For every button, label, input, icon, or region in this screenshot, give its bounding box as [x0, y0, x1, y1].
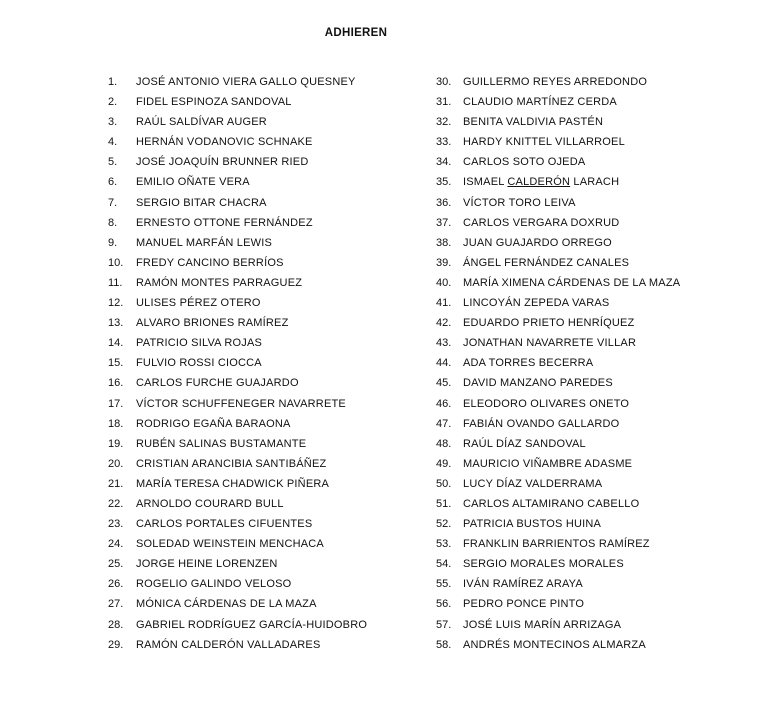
signatory-row	[108, 112, 428, 132]
signatory-number: 29.	[108, 638, 124, 651]
signatory-row	[108, 574, 428, 594]
signatory-row	[436, 534, 766, 554]
signatory-number: 1.	[108, 76, 118, 88]
signatory-name: FABIÁN OVANDO GALLARDO	[463, 417, 620, 430]
signatory-number: 32.	[436, 116, 452, 129]
signatory-number: 33.	[436, 136, 452, 149]
signatory-number: 13.	[108, 317, 124, 330]
signatory-name: CARLOS ALTAMIRANO CABELLO	[463, 497, 640, 510]
signatory-row	[436, 333, 766, 353]
signatory-name: ERNESTO OTTONE FERNÁNDEZ	[136, 216, 313, 229]
signatory-row	[108, 72, 428, 92]
signatory-row	[436, 253, 766, 273]
signatory-name: FIDEL ESPINOZA SANDOVAL	[136, 96, 292, 109]
signatory-number: 17.	[108, 397, 124, 410]
signatory-name: GUILLERMO REYES ARREDONDO	[463, 76, 648, 88]
signatory-row	[436, 373, 766, 393]
signatory-row	[108, 373, 428, 393]
signatory-number: 16.	[108, 377, 124, 390]
signatory-number: 53.	[436, 538, 452, 551]
signatory-number: 43.	[436, 337, 452, 350]
signatory-name: CRISTIAN ARANCIBIA SANTIBÁÑEZ	[136, 457, 327, 470]
signatory-number: 9.	[108, 236, 118, 249]
signatories-list-right	[436, 72, 766, 655]
signatory-number: 30.	[436, 76, 452, 88]
signatory-row	[108, 92, 428, 112]
signatory-row	[436, 213, 766, 233]
signatory-name: ADA TORRES BECERRA	[463, 357, 594, 370]
signatory-number: 47.	[436, 417, 452, 430]
signatory-number: 8.	[108, 216, 118, 229]
signatory-name: JOSÉ LUIS MARÍN ARRIZAGA	[463, 618, 622, 631]
signatory-row	[436, 394, 766, 414]
signatory-name: ISMAEL CALDERÓN LARACH	[463, 176, 620, 189]
signatory-row	[108, 132, 428, 152]
signatory-number: 7.	[108, 196, 118, 209]
signatory-name: CARLOS FURCHE GUAJARDO	[136, 377, 299, 390]
signatory-name: GABRIEL RODRÍGUEZ GARCÍA-HUIDOBRO	[136, 618, 368, 631]
signatory-name: PEDRO PONCE PINTO	[463, 598, 585, 611]
signatory-name: HERNÁN VODANOVIC SCHNAKE	[136, 136, 313, 149]
signatory-name: BENITA VALDIVIA PASTÉN	[463, 116, 604, 129]
signatory-row	[108, 193, 428, 213]
signatory-name: EMILIO OÑATE VERA	[136, 176, 250, 189]
signatory-row	[436, 152, 766, 172]
signatory-name: CARLOS SOTO OJEDA	[463, 156, 586, 169]
signatory-name: ANDRÉS MONTECINOS ALMARZA	[463, 638, 646, 651]
signatory-name: RODRIGO EGAÑA BARAONA	[136, 417, 291, 430]
signatory-name: MÓNICA CÁRDENAS DE LA MAZA	[136, 598, 317, 611]
signatory-row	[108, 333, 428, 353]
signatory-number: 42.	[436, 317, 452, 330]
signatory-number: 28.	[108, 618, 124, 631]
signatory-number: 31.	[436, 96, 452, 109]
signatory-number: 19.	[108, 437, 124, 450]
signatory-row	[436, 233, 766, 253]
signatory-row	[436, 615, 766, 635]
signatory-number: 39.	[436, 256, 452, 269]
signatory-name: FRANKLIN BARRIENTOS RAMÍREZ	[463, 538, 650, 551]
signatory-name: VÍCTOR SCHUFFENEGER NAVARRETE	[136, 397, 346, 410]
signatory-name: RAÚL DÍAZ SANDOVAL	[463, 437, 586, 450]
signatory-row	[108, 554, 428, 574]
signatory-name: VÍCTOR TORO LEIVA	[463, 196, 576, 209]
signatory-row	[436, 132, 766, 152]
signatories-list-left	[108, 72, 428, 655]
signatory-row	[436, 494, 766, 514]
signatory-row	[436, 514, 766, 534]
signatory-name: SERGIO MORALES MORALES	[463, 558, 624, 571]
signatory-name: SOLEDAD WEINSTEIN MENCHACA	[136, 538, 324, 551]
signatory-number: 24.	[108, 538, 124, 551]
signatory-number: 12.	[108, 297, 124, 310]
signatory-number: 3.	[108, 116, 118, 129]
signatory-number: 15.	[108, 357, 124, 370]
signatory-name: CARLOS VERGARA DOXRUD	[463, 216, 620, 229]
signatory-name: ÁNGEL FERNÁNDEZ CANALES	[463, 256, 630, 269]
signatory-number: 36.	[436, 196, 452, 209]
signatory-row	[436, 414, 766, 434]
signatory-name: LINCOYÁN ZEPEDA VARAS	[463, 297, 610, 310]
signatory-number: 4.	[108, 136, 118, 149]
signatory-number: 37.	[436, 216, 452, 229]
signatory-row	[108, 635, 428, 655]
signatory-name: FREDY CANCINO BERRÍOS	[136, 256, 284, 269]
signatory-name: JORGE HEINE LORENZEN	[136, 558, 278, 571]
signatory-name: JONATHAN NAVARRETE VILLAR	[463, 337, 637, 350]
signatory-number: 21.	[108, 477, 124, 490]
signatory-row	[436, 474, 766, 494]
signatory-name: CLAUDIO MARTÍNEZ CERDA	[463, 96, 617, 109]
signatory-row	[108, 152, 428, 172]
signatory-row	[108, 514, 428, 534]
signatory-name: RAMÓN MONTES PARRAGUEZ	[136, 276, 303, 289]
signatory-name: MARÍA TERESA CHADWICK PIÑERA	[136, 477, 330, 490]
signatory-row	[436, 293, 766, 313]
signatory-number: 23.	[108, 518, 124, 531]
signatory-number: 41.	[436, 297, 452, 310]
signatory-number: 35.	[436, 176, 452, 189]
signatory-name: SERGIO BITAR CHACRA	[136, 196, 267, 209]
signatory-row	[108, 494, 428, 514]
signatory-row	[108, 313, 428, 333]
signatory-row	[108, 172, 428, 192]
signatory-number: 50.	[436, 477, 452, 490]
signatory-row	[436, 635, 766, 655]
signatory-name: RAMÓN CALDERÓN VALLADARES	[136, 638, 321, 651]
signatory-name: ARNOLDO COURARD BULL	[136, 497, 284, 510]
signatory-row	[108, 434, 428, 454]
signatory-name: ELEODORO OLIVARES ONETO	[463, 397, 630, 410]
signatory-name: JOSÉ JOAQUÍN BRUNNER RIED	[136, 156, 309, 169]
signatory-number: 56.	[436, 598, 452, 611]
signatory-number: 18.	[108, 417, 124, 430]
signatory-number: 27.	[108, 598, 124, 611]
signatory-row	[436, 574, 766, 594]
signatory-number: 57.	[436, 618, 452, 631]
signatory-name: CARLOS PORTALES CIFUENTES	[136, 518, 313, 531]
signatory-row	[108, 615, 428, 635]
signatory-name: DAVID MANZANO PAREDES	[463, 377, 613, 390]
signatory-name: PATRICIO SILVA ROJAS	[136, 337, 263, 350]
signatory-number: 25.	[108, 558, 124, 571]
signatory-number: 45.	[436, 377, 452, 390]
signatory-row	[108, 233, 428, 253]
signatory-name: IVÁN RAMÍREZ ARAYA	[463, 578, 583, 591]
signatory-row	[436, 273, 766, 293]
signatory-name: MANUEL MARFÁN LEWIS	[136, 236, 273, 249]
signatory-name: JOSÉ ANTONIO VIERA GALLO QUESNEY	[136, 76, 356, 88]
signatory-row	[108, 594, 428, 614]
signatory-number: 5.	[108, 156, 118, 169]
signatory-number: 26.	[108, 578, 124, 591]
signatory-number: 11.	[108, 276, 123, 289]
signatory-name: RAÚL SALDÍVAR AUGER	[136, 116, 267, 129]
signatory-row	[436, 454, 766, 474]
signatory-row	[436, 193, 766, 213]
signatory-number: 14.	[108, 337, 124, 350]
signatory-row	[108, 474, 428, 494]
signatory-row	[436, 72, 766, 92]
signatory-number: 46.	[436, 397, 452, 410]
signatory-row	[108, 353, 428, 373]
signatory-number: 55.	[436, 578, 452, 591]
signatory-row	[108, 394, 428, 414]
signatory-name: PATRICIA BUSTOS HUINA	[463, 518, 602, 531]
signatory-row	[436, 353, 766, 373]
signatory-name: EDUARDO PRIETO HENRÍQUEZ	[463, 317, 635, 330]
signatory-row	[108, 273, 428, 293]
signatory-row	[108, 293, 428, 313]
signatory-row	[436, 594, 766, 614]
signatory-number: 22.	[108, 497, 124, 510]
signatory-name: FULVIO ROSSI CIOCCA	[136, 357, 262, 370]
signatory-number: 34.	[436, 156, 452, 169]
signatory-row	[436, 554, 766, 574]
signatory-name: LUCY DÍAZ VALDERRAMA	[463, 477, 603, 490]
signatory-name: RUBÉN SALINAS BUSTAMANTE	[136, 437, 307, 450]
signatory-name: HARDY KNITTEL VILLARROEL	[463, 136, 625, 149]
signatory-number: 40.	[436, 276, 452, 289]
signatory-number: 10.	[108, 256, 124, 269]
signatory-row	[436, 434, 766, 454]
document-title: ADHIEREN	[324, 27, 388, 39]
signatory-row	[108, 253, 428, 273]
signatory-number: 54.	[436, 558, 452, 571]
signatory-number: 20.	[108, 457, 124, 470]
signatory-row	[436, 172, 766, 192]
signatory-row	[108, 454, 428, 474]
signatory-row	[108, 534, 428, 554]
signatory-number: 6.	[108, 176, 118, 189]
signatory-row	[436, 92, 766, 112]
signatory-name: ROGELIO GALINDO VELOSO	[136, 578, 292, 591]
signatory-number: 52.	[436, 518, 452, 531]
signatory-name: MAURICIO VIÑAMBRE ADASME	[463, 457, 633, 470]
signatory-row	[108, 213, 428, 233]
signatory-number: 38.	[436, 236, 452, 249]
signatory-row	[436, 313, 766, 333]
signatory-number: 48.	[436, 437, 452, 450]
signatory-number: 51.	[436, 497, 452, 510]
signatory-number: 58.	[436, 638, 452, 651]
signatory-name: JUAN GUAJARDO ORREGO	[463, 236, 612, 249]
signatory-name: MARÍA XIMENA CÁRDENAS DE LA MAZA	[463, 276, 681, 289]
signatory-row	[108, 414, 428, 434]
signatory-name: ULISES PÉREZ OTERO	[136, 297, 261, 310]
signatory-name: ALVARO BRIONES RAMÍREZ	[136, 317, 289, 330]
signatory-number: 44.	[436, 357, 452, 370]
signatory-row	[436, 112, 766, 132]
signatory-number: 49.	[436, 457, 452, 470]
signatory-number: 2.	[108, 96, 118, 109]
